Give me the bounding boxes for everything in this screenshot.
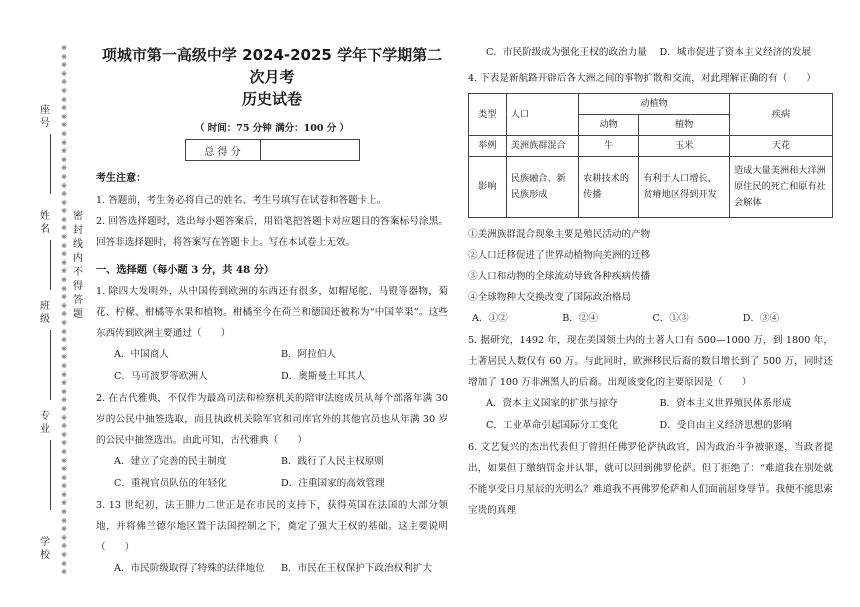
q3-option-c[interactable]: C．市民阶级成为强化王权的政治力量 xyxy=(486,47,647,58)
table-header-type: 类型 xyxy=(469,94,507,136)
class-line[interactable] xyxy=(50,330,51,400)
table-impact-disease: 造成大量美洲和大洋洲原住民的死亡和原有社会解体 xyxy=(730,157,833,218)
left-column xyxy=(96,44,448,580)
field-class: 班级 xyxy=(40,301,50,325)
q4-option-c[interactable]: C．①③ xyxy=(652,313,689,324)
table-example-animal: 牛 xyxy=(579,136,639,157)
seat-number-line[interactable] xyxy=(50,134,51,194)
table-row-impact-label: 影响 xyxy=(469,157,507,218)
question-4-table xyxy=(468,93,833,218)
q1-option-a[interactable]: A．中国商人 xyxy=(114,349,169,360)
table-impact-population: 民族融合、新民族形成 xyxy=(506,157,578,218)
q5-option-c[interactable]: C．工业革命引起国际分工变化 xyxy=(486,420,619,431)
table-header-disease: 疾病 xyxy=(730,94,833,136)
exam-time-score: （ 时间：75 分钟 满分：100 分 ） xyxy=(194,123,350,134)
q2-option-c[interactable]: C．重视官员队伍的年轻化 xyxy=(114,478,227,489)
q1-option-c[interactable]: C．马可波罗等欧洲人 xyxy=(114,371,208,382)
field-seat-number: 座号 xyxy=(40,105,50,129)
q4-option-d[interactable]: D．③④ xyxy=(742,313,780,324)
table-example-plant: 玉米 xyxy=(639,136,730,157)
q4-option-b[interactable]: B．②④ xyxy=(562,313,599,324)
q3-option-a[interactable]: A．市民阶级取得了特殊的法律地位 xyxy=(114,563,265,574)
table-header-animals: 动物 xyxy=(579,115,639,136)
notice-heading: 考生注意： xyxy=(96,173,146,184)
question-5-stem: 5. 据研究，1492 年，现在美国领土内的土著人口有 500—1000 万，到 1800 年，土著居民人数仅有 60 万。与此同时，欧洲移民后裔的数目增长到了 500 万，同时还增加了 100 万非洲黑人的后裔。出现该变化的主要原因是（ ） xyxy=(468,335,833,388)
major-line[interactable] xyxy=(50,440,51,510)
q5-option-d[interactable]: D．受自由主义经济思想的影响 xyxy=(659,420,792,431)
question-2-stem: 2. 在古代雅典，不仅作为最高司法和检察机关的陪审法庭成员从每个部落年满 30 岁的公民中抽签选取，而且执政机关除军官和司库官外的其他官员也从年满 30 岁的公民中抽签选出。由此可知，古代雅典（ ） xyxy=(96,393,448,446)
total-score-cell[interactable] xyxy=(260,140,359,161)
exam-title-line2: 历史试卷 xyxy=(241,90,302,108)
q2-option-b[interactable]: B．践行了人民主权原则 xyxy=(281,456,384,467)
question-3-stem: 3. 13 世纪初，法王腓力二世正是在市民的支持下，获得英国在法国的大部分领地，并将佛兰德尔地区置于法国控制之下，奠定了强大王权的基础。这主要说明（ ） xyxy=(96,500,448,553)
table-example-disease: 天花 xyxy=(730,136,833,157)
q3-option-b[interactable]: B．市民在王权保护下政治权利扩大 xyxy=(281,563,432,574)
table-header-flora-fauna: 动植物 xyxy=(579,94,730,115)
right-column xyxy=(468,44,833,521)
table-example-population: 美洲族群混合 xyxy=(506,136,578,157)
q4-option-a[interactable]: A．①② xyxy=(472,313,508,324)
field-major: 专业 xyxy=(40,411,50,435)
field-name: 姓名 xyxy=(40,211,50,235)
question-4-options xyxy=(468,308,833,330)
table-impact-plant: 有利于人口增长，贫瘠地区得到开发 xyxy=(639,157,730,218)
section-heading-choice: 一、选择题（每小题 3 分，共 48 分） xyxy=(96,264,275,276)
field-school: 学校 xyxy=(40,537,50,561)
question-6-stem: 6. 文艺复兴的杰出代表但丁曾担任佛罗伦萨执政官，因为政治斗争被驱逐，当政者提出，如果但丁缴纳罚金并认罪，就可以回到佛罗伦萨。但丁拒绝了：“难道我在别处就不能享受日月星辰的光明么？难道我不再佛罗伦萨和人们面前屈身辱节。我便不能思索宝贵的真理 xyxy=(468,442,833,516)
binding-margin xyxy=(0,0,88,607)
table-row-example-label: 举例 xyxy=(469,136,507,157)
notice-item-1: 1. 答题前，考生务必将自己的姓名、考生号填写在试卷和答题卡上。 xyxy=(96,195,387,206)
q4-statement-1: ①美洲族群混合现象主要是殖民活动的产物 xyxy=(468,229,651,240)
q1-option-b[interactable]: B．阿拉伯人 xyxy=(281,349,337,360)
question-3-options-ab xyxy=(96,558,448,580)
question-5-options xyxy=(468,393,833,437)
table-header-population: 人口 xyxy=(506,94,578,136)
total-score-table xyxy=(185,139,360,161)
question-2-options xyxy=(96,451,448,495)
binding-star-border: ※※※※※※※※※※※※※※※※※※※※※※※※※※※※※※※※※※※※※※※※※※※※※※※※※※※※※※※※※※※※※※ xyxy=(61,44,67,577)
question-1-options xyxy=(96,344,448,388)
q2-option-d[interactable]: D．注重国家的高效管理 xyxy=(281,478,385,489)
table-impact-animal: 农耕技术的传播 xyxy=(579,157,639,218)
q4-statement-2: ②人口迁移促进了世界动植物向美洲的迁移 xyxy=(468,250,651,261)
table-header-plants: 植物 xyxy=(639,115,730,136)
question-1-stem: 1. 除四大发明外，从中国传到欧洲的东西还有很多，如帽尾舵、马镫等器物，菊花、柠檬、柑橘等水果和植物。柑橘至今在荷兰和德国还被称为“中国苹果”。这些东西传到欧洲主要通过（ ） xyxy=(96,286,448,339)
q1-option-d[interactable]: D．奥斯曼土耳其人 xyxy=(281,371,366,382)
q2-option-a[interactable]: A．建立了完善的民主制度 xyxy=(114,456,227,467)
seal-notice: 密封线内不得答题 xyxy=(73,211,83,320)
total-score-label: 总 得 分 xyxy=(185,140,260,161)
q4-statement-3: ③人口和动物的全球流动导致各种疾病传播 xyxy=(468,271,651,282)
q4-statement-4: ④全球物种大交换改变了国际政治格局 xyxy=(468,292,632,303)
exam-title-line1: 项城市第一高级中学 2024-2025 学年下学期第二次月考 xyxy=(101,46,443,86)
q3-option-d[interactable]: D．城市促进了资本主义经济的发展 xyxy=(659,47,812,58)
name-line[interactable] xyxy=(50,240,51,290)
notice-item-2: 2. 回答选择题时，选出每小题答案后，用铅笔把答题卡对应题目的答案标号涂黑。回答非选择题时，将答案写在答题卡上。写在本试卷上无效。 xyxy=(96,216,448,248)
q5-option-a[interactable]: A．资本主义国家的扩张与掠夺 xyxy=(486,398,618,409)
question-3-options-cd xyxy=(468,42,833,64)
question-4-stem: 4. 下表是新航路开辟后各大洲之间的事物扩散和交流，对此理解正确的有（ ） xyxy=(468,73,816,84)
q5-option-b[interactable]: B．资本主义世界殖民体系形成 xyxy=(659,398,792,409)
